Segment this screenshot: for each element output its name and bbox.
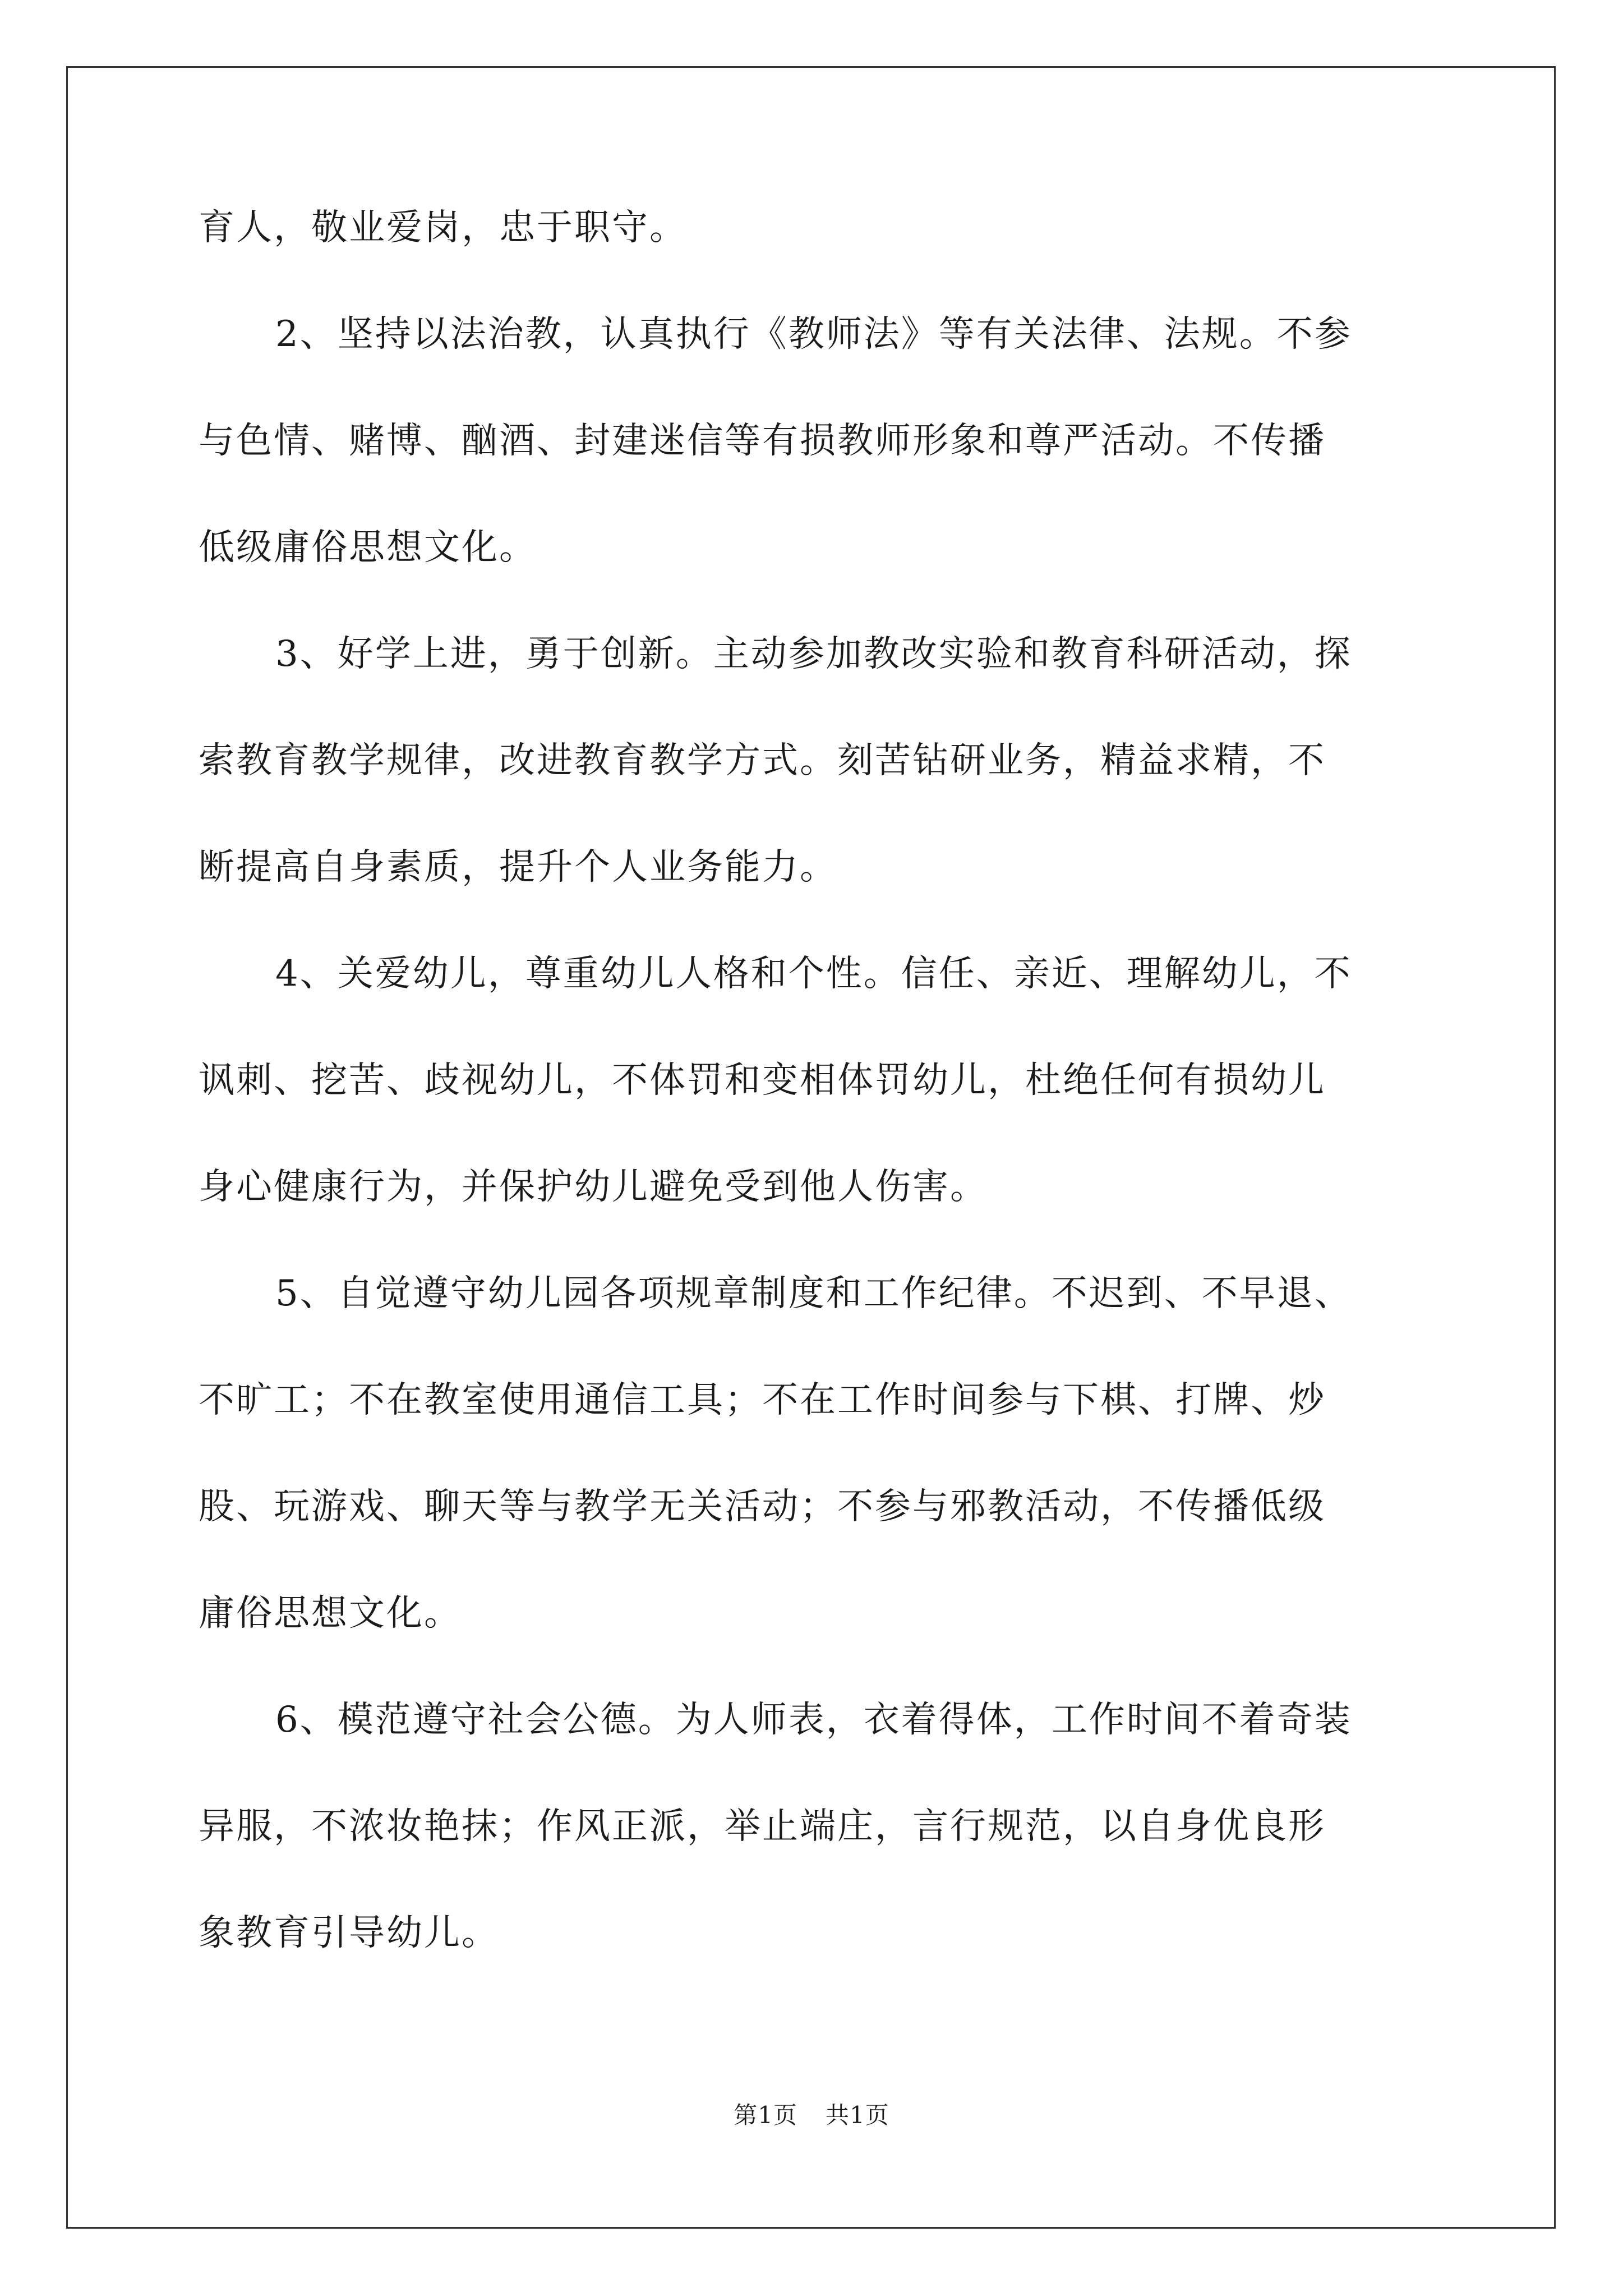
text-line: 庸俗思想文化。: [199, 1593, 462, 1634]
text-line: 育人，敬业爱岗，忠于职守。: [199, 207, 687, 249]
text-line: 不旷工；不在教室使用通信工具；不在工作时间参与下棋、打牌、炒: [199, 1379, 1326, 1421]
text-line: 4、关爱幼儿，尊重幼儿人格和个性。信任、亲近、理解幼儿，不: [275, 953, 1352, 995]
page-number: 第1页: [734, 2101, 797, 2129]
text-line: 讽刺、挖苦、歧视幼儿，不体罚和变相体罚幼儿，杜绝任何有损幼儿: [199, 1060, 1326, 1101]
text-line: 6、模范遵守社会公德。为人师表，衣着得体，工作时间不着奇装: [275, 1699, 1352, 1741]
text-line: 2、坚持以法治教，认真执行《教师法》等有关法律、法规。不参: [275, 314, 1352, 355]
text-line: 断提高自身素质，提升个人业务能力。: [199, 846, 837, 888]
text-line: 股、玩游戏、聊天等与教学无关活动；不参与邪教活动，不传播低级: [199, 1486, 1326, 1527]
text-line: 象教育引导幼儿。: [199, 1912, 499, 1954]
page-border: [66, 66, 1556, 2229]
text-line: 身心健康行为，并保护幼儿避免受到他人伤害。: [199, 1166, 988, 1208]
text-line: 3、好学上进，勇于创新。主动参加教改实验和教育科研活动，探: [275, 633, 1352, 675]
text-line: 低级庸俗思想文化。: [199, 527, 537, 568]
page-total: 共1页: [826, 2101, 889, 2129]
text-line: 与色情、赌博、酗酒、封建迷信等有损教师形象和尊严活动。不传播: [199, 420, 1326, 462]
page-footer: [0, 2101, 1623, 2129]
text-line: 异服，不浓妆艳抹；作风正派，举止端庄，言行规范，以自身优良形: [199, 1806, 1326, 1847]
text-line: 5、自觉遵守幼儿园各项规章制度和工作纪律。不迟到、不早退、: [275, 1273, 1352, 1314]
text-line: 索教育教学规律，改进教育教学方式。刻苦钻研业务，精益求精，不: [199, 740, 1326, 781]
